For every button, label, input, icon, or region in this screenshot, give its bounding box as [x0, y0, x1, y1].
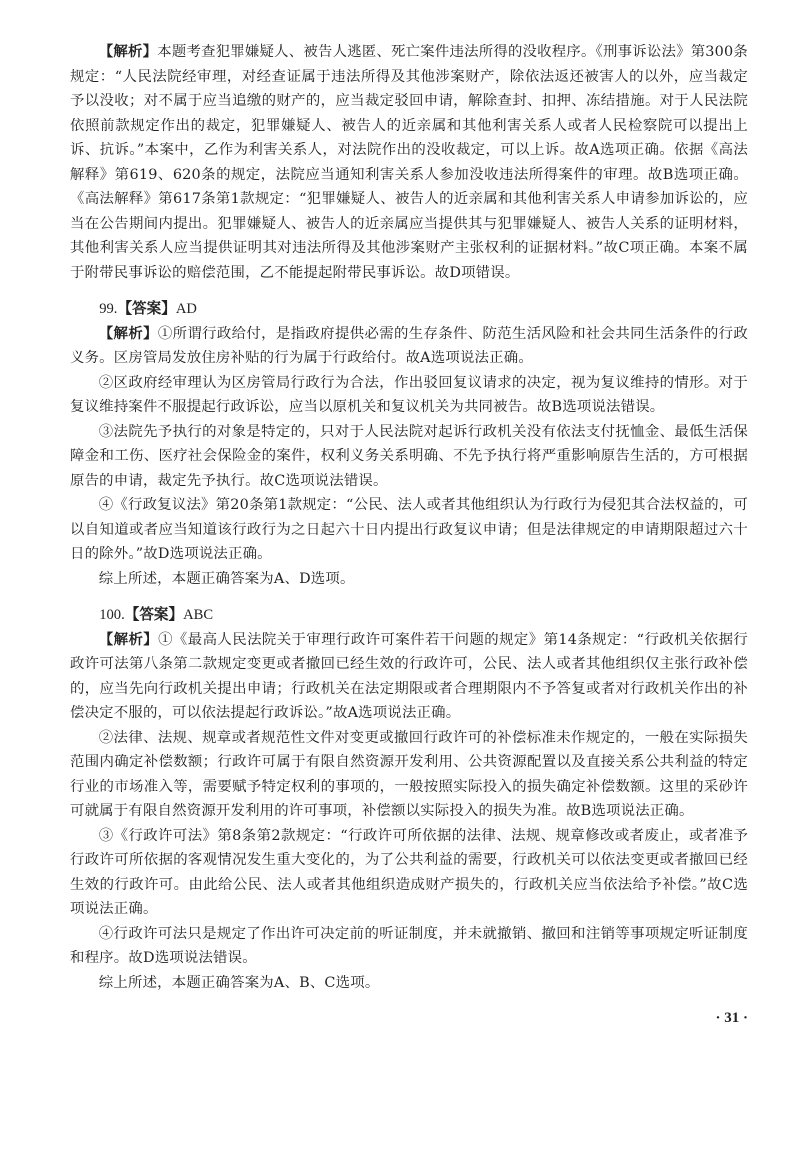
q99-summary: 综上所述，本题正确答案为A、D选项。	[98, 570, 355, 587]
answer-label: 【答案】	[117, 300, 176, 317]
analysis-label: 【解析】	[98, 44, 158, 60]
analysis-label: 【解析】	[98, 325, 158, 342]
answer-value: ABC	[183, 607, 214, 623]
answer-value: AD	[175, 301, 197, 317]
answer-label: 【答案】	[124, 606, 184, 623]
q100-answer-line	[70, 603, 748, 628]
question-number: 100.	[99, 607, 125, 623]
analysis-text: ①《最高人民法院关于审理行政许可案件若干问题的规定》第14条规定：“行政机关依据行政许可法第八条第二款规定变更或者撤回已经生效的行政许可，公民、法人或者其他组织仅主张行政补偿的，应当先向行政机关提出申请；行政机关在法定期限或者合理期限内不予答复或者对行政机关作出的补偿决定不服的，可以依法提起行政诉讼。”故A选项说法正确。	[70, 631, 748, 721]
question-number: 99.	[99, 301, 118, 317]
analysis-text: 本题考查犯罪嫌疑人、被告人逃匿、死亡案件违法所得的没收程序。《刑事诉讼法》第300条规定：“人民法院经审理，对经查证属于违法所得及其他涉案财产，除依法返还被害人的以外，应当裁定予以没收；对不属于应当追缴的财产的，应当裁定驳回申请，解除查封、扣押、冻结措施。对于人民法院依照前款规定作出的裁定，犯罪嫌疑人、被告人的近亲属和其他利害关系人或者人民检察院可以提出上诉、抗诉。”本案中，乙作为利害关系人，对法院作出的没收裁定，可以上诉。故A选项正确。依据《高法解释》第619、620条的规定，法院应当通知利害关系人参加没收违法所得案件的审理。故B选项正确。《高法解释》第617条第1款规定：“犯罪嫌疑人、被告人的近亲属和其他利害关系人申请参加诉讼的，应当在公告期间内提出。犯罪嫌疑人、被告人的近亲属应当提供其与犯罪嫌疑人、被告人关系的证明材料，其他利害关系人应当提供证明其对违法所得及其他涉案财产主张权利的证据材料。”故C项正确。本案不属于附带民事诉讼的赔偿范围，乙不能提起附带民事诉讼。故D项错误。	[70, 44, 748, 281]
q98-analysis-paragraph	[70, 40, 748, 285]
q100-analysis-paragraph: ③《行政许可法》第8条第2款规定：“行政许可所依据的法律、法规、规章修改或者废止，或者准予行政许可所依据的客观情况发生重大变化的，为了公共利益的需要，行政机关可以依法变更或者撤回已经生效的行政许可。由此给公民、法人或者其他组织造成财产损失的，行政机关应当依法给予补偿。”故C选项说法正确。	[70, 827, 748, 917]
q100-summary: 综上所述，本题正确答案为A、B、C选项。	[98, 974, 380, 991]
q99-analysis-paragraph	[70, 322, 748, 371]
q100-analysis-paragraph	[70, 628, 748, 726]
q100-analysis-paragraph: ④行政许可法只是规定了作出许可决定前的听证制度，并未就撤销、撤回和注销等事项规定听证制度和程序。故D选项说法错误。	[70, 925, 748, 966]
q99-answer-line	[70, 297, 748, 322]
analysis-label: 【解析】	[98, 631, 159, 648]
q99-analysis-paragraph: ④《行政复议法》第20条第1款规定：“公民、法人或者其他组织认为行政行为侵犯其合法权益的，可以自知道或者应当知道该行政行为之日起六十日内提出行政复议申请；但是法律规定的申请期限超过六十日的除外。”故D选项说法正确。	[70, 497, 748, 562]
q100-analysis-paragraph: ②法律、法规、规章或者规范性文件对变更或撤回行政许可的补偿标准未作规定的，一般在实际损失范围内确定补偿数额；行政许可属于有限自然资源开发利用、公共资源配置以及直接关系公共利益的特定行业的市场准入等，需要赋予特定权利的事项的，一般按照实际投入的损失确定补偿数额。这里的采砂许可就属于有限自然资源开发利用的许可事项，补偿额以实际投入的损失为准。故B选项说法正确。	[70, 729, 748, 819]
q99-analysis-paragraph: ②区政府经审理认为区房管局行政行为合法，作出驳回复议请求的决定，视为复议维持的情形。对于复议维持案件不服提起行政诉讼，应当以原机关和复议机关为共同被告。故B选项说法错误。	[70, 374, 748, 415]
page-number: · 31 ·	[715, 1010, 748, 1026]
analysis-text: ①所谓行政给付，是指政府提供必需的生存条件、防范生活风险和社会共同生活条件的行政义务。区房管局发放住房补贴的行为属于行政给付。故A选项说法正确。	[70, 325, 748, 366]
q99-analysis-paragraph: ③法院先予执行的对象是特定的，只对于人民法院对起诉行政机关没有依法支付抚恤金、最低生活保障金和工伤、医疗社会保险金的案件，权利义务关系明确、不先予执行将严重影响原告生活的，方可根据原告的申请，裁定先予执行。故C选项说法错误。	[70, 423, 748, 489]
